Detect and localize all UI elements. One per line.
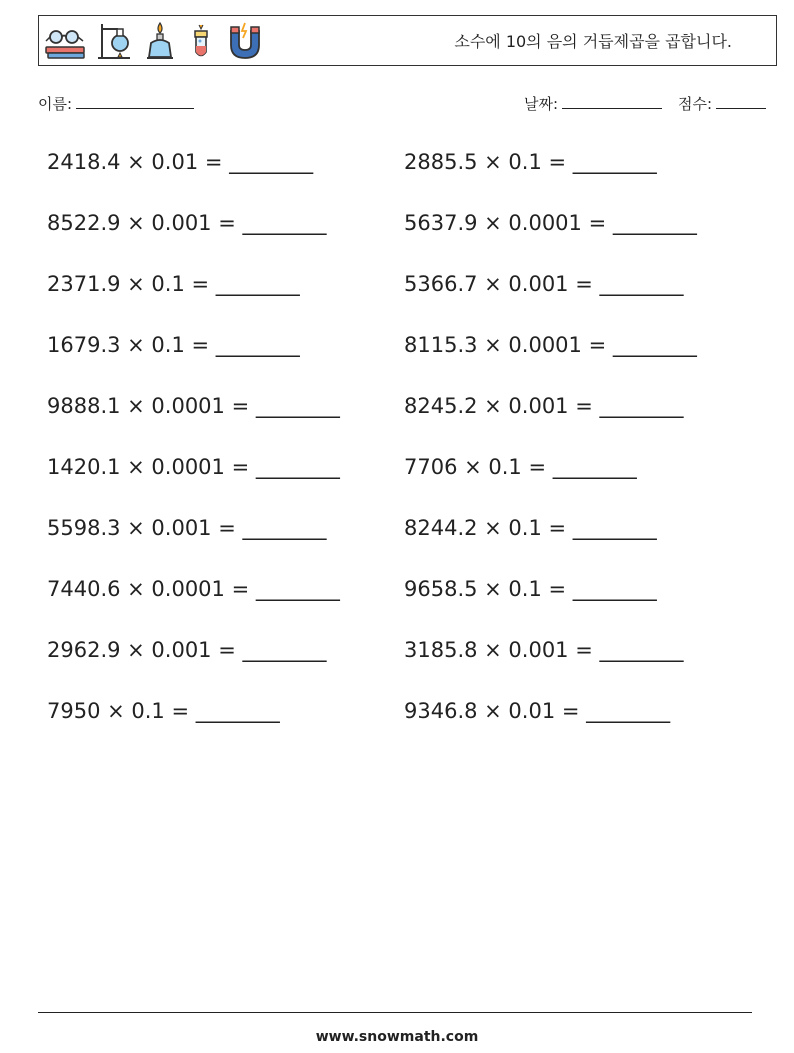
burner-icon <box>143 21 177 61</box>
name-label: 이름: <box>38 95 73 113</box>
problem-16: 9658.5 × 0.1 = ________ <box>404 577 657 601</box>
problem-18: 3185.8 × 0.001 = ________ <box>404 638 684 662</box>
problem-7: 1679.3 × 0.1 = ________ <box>47 333 300 357</box>
header-box <box>38 15 777 66</box>
problem-13: 5598.3 × 0.001 = ________ <box>47 516 327 540</box>
name-blank <box>76 94 194 109</box>
problem-1: 2418.4 × 0.01 = ________ <box>47 150 314 174</box>
problem-12: 7706 × 0.1 = ________ <box>404 455 637 479</box>
problem-14: 8244.2 × 0.1 = ________ <box>404 516 657 540</box>
date-label: 날짜: <box>524 95 559 113</box>
problem-19: 7950 × 0.1 = ________ <box>47 699 280 723</box>
date-blank <box>562 94 662 109</box>
problem-15: 7440.6 × 0.0001 = ________ <box>47 577 340 601</box>
magnet-icon <box>225 21 265 61</box>
worksheet-title: 소수에 10의 음의 거듭제곱을 곱합니다. <box>454 32 732 51</box>
problem-6: 5366.7 × 0.001 = ________ <box>404 272 684 296</box>
problem-20: 9346.8 × 0.01 = ________ <box>404 699 671 723</box>
problem-4: 5637.9 × 0.0001 = ________ <box>404 211 697 235</box>
problem-10: 8245.2 × 0.001 = ________ <box>404 394 684 418</box>
problem-8: 8115.3 × 0.0001 = ________ <box>404 333 697 357</box>
problem-11: 1420.1 × 0.0001 = ________ <box>47 455 340 479</box>
footer-url[interactable]: www.snowmath.com <box>315 1029 479 1045</box>
date-field <box>524 93 662 114</box>
lab-stand-flask-icon <box>96 21 134 61</box>
glasses-books-icon <box>43 21 87 61</box>
problem-3: 8522.9 × 0.001 = ________ <box>47 211 327 235</box>
problem-2: 2885.5 × 0.1 = ________ <box>404 150 657 174</box>
problem-17: 2962.9 × 0.001 = ________ <box>47 638 327 662</box>
score-blank <box>716 94 766 109</box>
name-field <box>38 93 194 114</box>
header-icons <box>43 21 265 61</box>
problem-5: 2371.9 × 0.1 = ________ <box>47 272 300 296</box>
score-label: 점수: <box>678 95 713 113</box>
footer-divider <box>38 1012 752 1013</box>
problem-9: 9888.1 × 0.0001 = ________ <box>47 394 340 418</box>
score-field <box>678 93 766 114</box>
test-tube-icon <box>186 21 216 61</box>
